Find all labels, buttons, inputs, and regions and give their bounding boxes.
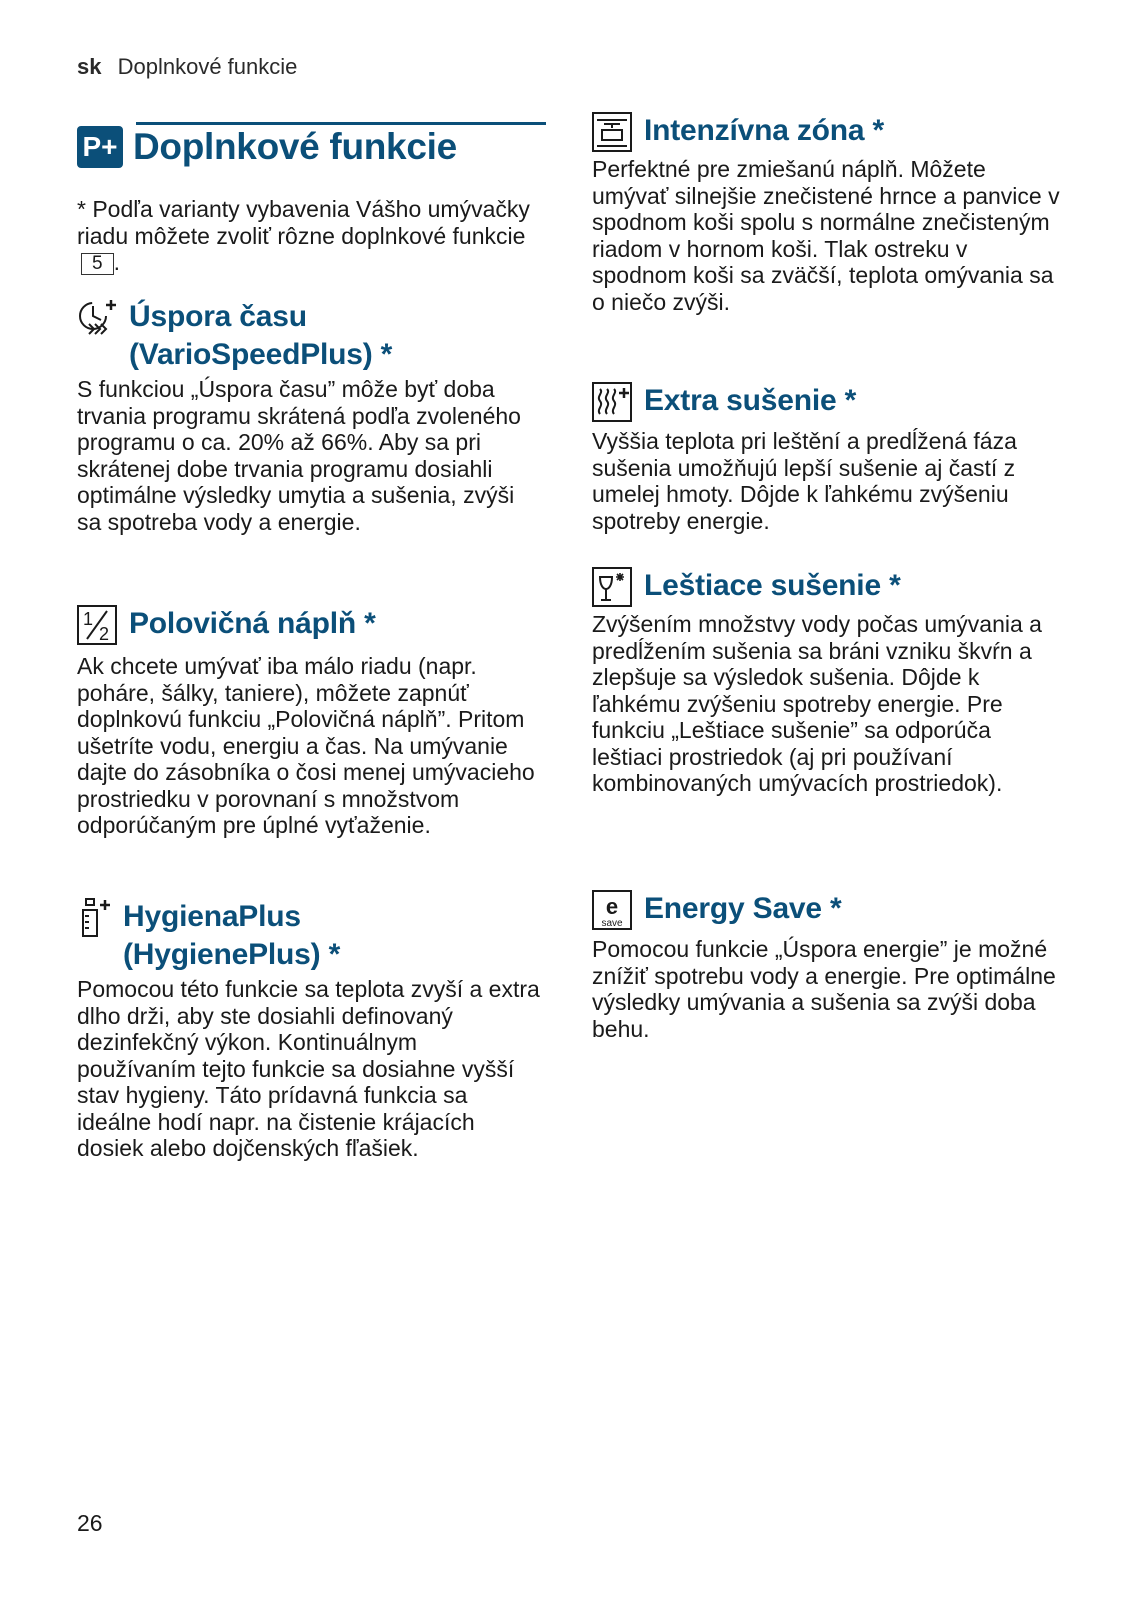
title-rule [136,122,546,125]
energy-save-icon-label: save [601,918,623,929]
intensive-zone-icon [592,112,634,154]
section-title: Polovičná náplň * [129,607,376,640]
intro-paragraph [77,196,537,276]
section-body: Zvýšením množstvy vody počas umývania a predĺžením sušenia sa bráni vzniku škvŕn a zlepšuje sa výsledok sušenia. Dôjde k ľahkému zvýšeniu spotreby energie. Pre funkciu „Leštiace sušenie” sa odporúča leštiaci prostriedok (aj pri používaní kombinovaných umývacích prostriedok). [592,611,1042,796]
section-shine-dry [592,567,1072,797]
p-plus-icon: P+ [77,126,123,168]
svg-text:2: 2 [99,624,110,644]
running-header-title: Doplnkové funkcie [117,54,298,79]
hygiene-plus-icon [77,898,113,940]
section-body: Pomocou této funkcie sa teplota zvyší a extra dlho drži, aby ste dosiahli definovaný dezinfekčný výkon. Kontinuálnym používaním tejto funkcie sa dosiahne vyšší stav hygieny. Táto prídavná funkcia sa ideálne hodí napr. na čistenie krájacích dosiek alebo dojčenských fľašiek. [77,976,540,1161]
extra-dry-icon [592,382,634,424]
svg-text:1: 1 [83,609,94,629]
half-load-icon [77,605,119,647]
intro-suffix: . [113,249,120,275]
section-vario-speed [77,298,547,535]
section-hygiene-plus [77,898,547,1162]
section-title: Energy Save * [644,892,842,925]
section-body: Ak chcete umývať iba málo riadu (napr. poháre, šálky, taniere), môžete zapnúť doplnkovú funkciu „Polovičná náplň”. Pritom ušetríte vodu, energiu a čas. Na umývanie dajte do zásobníka o čosi menej umývacieho prostriedku v porovnaní s množstvom odporúčaným pre úplné vyťaženie. [77,653,535,838]
section-extra-dry [592,382,1072,534]
section-title: Úspora času (VarioSpeedPlus) * [129,300,393,371]
energy-save-icon [592,890,634,932]
section-body: Pomocou funkcie „Úspora energie” je možné znížiť spotrebu vody a energie. Pre optimálne výsledky umývania a sušenia sa zvýši doba behu. [592,936,1056,1042]
section-energy-save [592,890,1072,1042]
vario-speed-icon [77,298,119,338]
section-body: S funkciou „Úspora času” môže byť doba trvania programu skrátená podľa zvoleného programu o ca. 20% až 66%. Aby sa pri skrátenej dobe trvania programu dosiahli optimálne výsledky umytia a sušenia, zvýši sa spotreba vody a energie. [77,376,521,535]
section-half-load [77,605,547,839]
reference-box: 5 [81,253,114,275]
shine-dry-icon [592,567,634,609]
running-header [77,54,297,80]
section-title: Intenzívna zóna * [644,114,884,147]
svg-text:e: e [605,894,619,919]
intro-text: * Podľa varianty vybavenia Vášho umývačky riadu môžete zvoliť rôzne doplnkové funkcie [77,196,530,249]
language-code: sk [77,54,102,79]
section-body: Perfektné pre zmiešanú náplň. Môžete umývať silnejšie znečistené hrnce a panvice v spodnom koši spolu s normálne znečisteným riadom v hornom koši. Tlak ostreku v spodnom koši sa zväčší, teplota omývania sa o niečo zvýši. [592,156,1060,315]
page-number: 26 [77,1510,103,1536]
section-title: Extra sušenie * [644,384,857,417]
page-title [77,126,457,168]
page-title-text: Doplnkové funkcie [133,126,457,167]
section-intensive-zone [592,112,1072,315]
section-body: Vyššia teplota pri leštění a predĺžená fáza sušenia umožňujú lepší sušenie aj častí z umelej hmoty. Dôjde k ľahkému zvýšeniu spotreby energie. [592,428,1017,534]
section-title: Leštiace sušenie * [644,569,901,602]
section-title: HygienaPlus (HygienePlus) * [123,900,341,971]
